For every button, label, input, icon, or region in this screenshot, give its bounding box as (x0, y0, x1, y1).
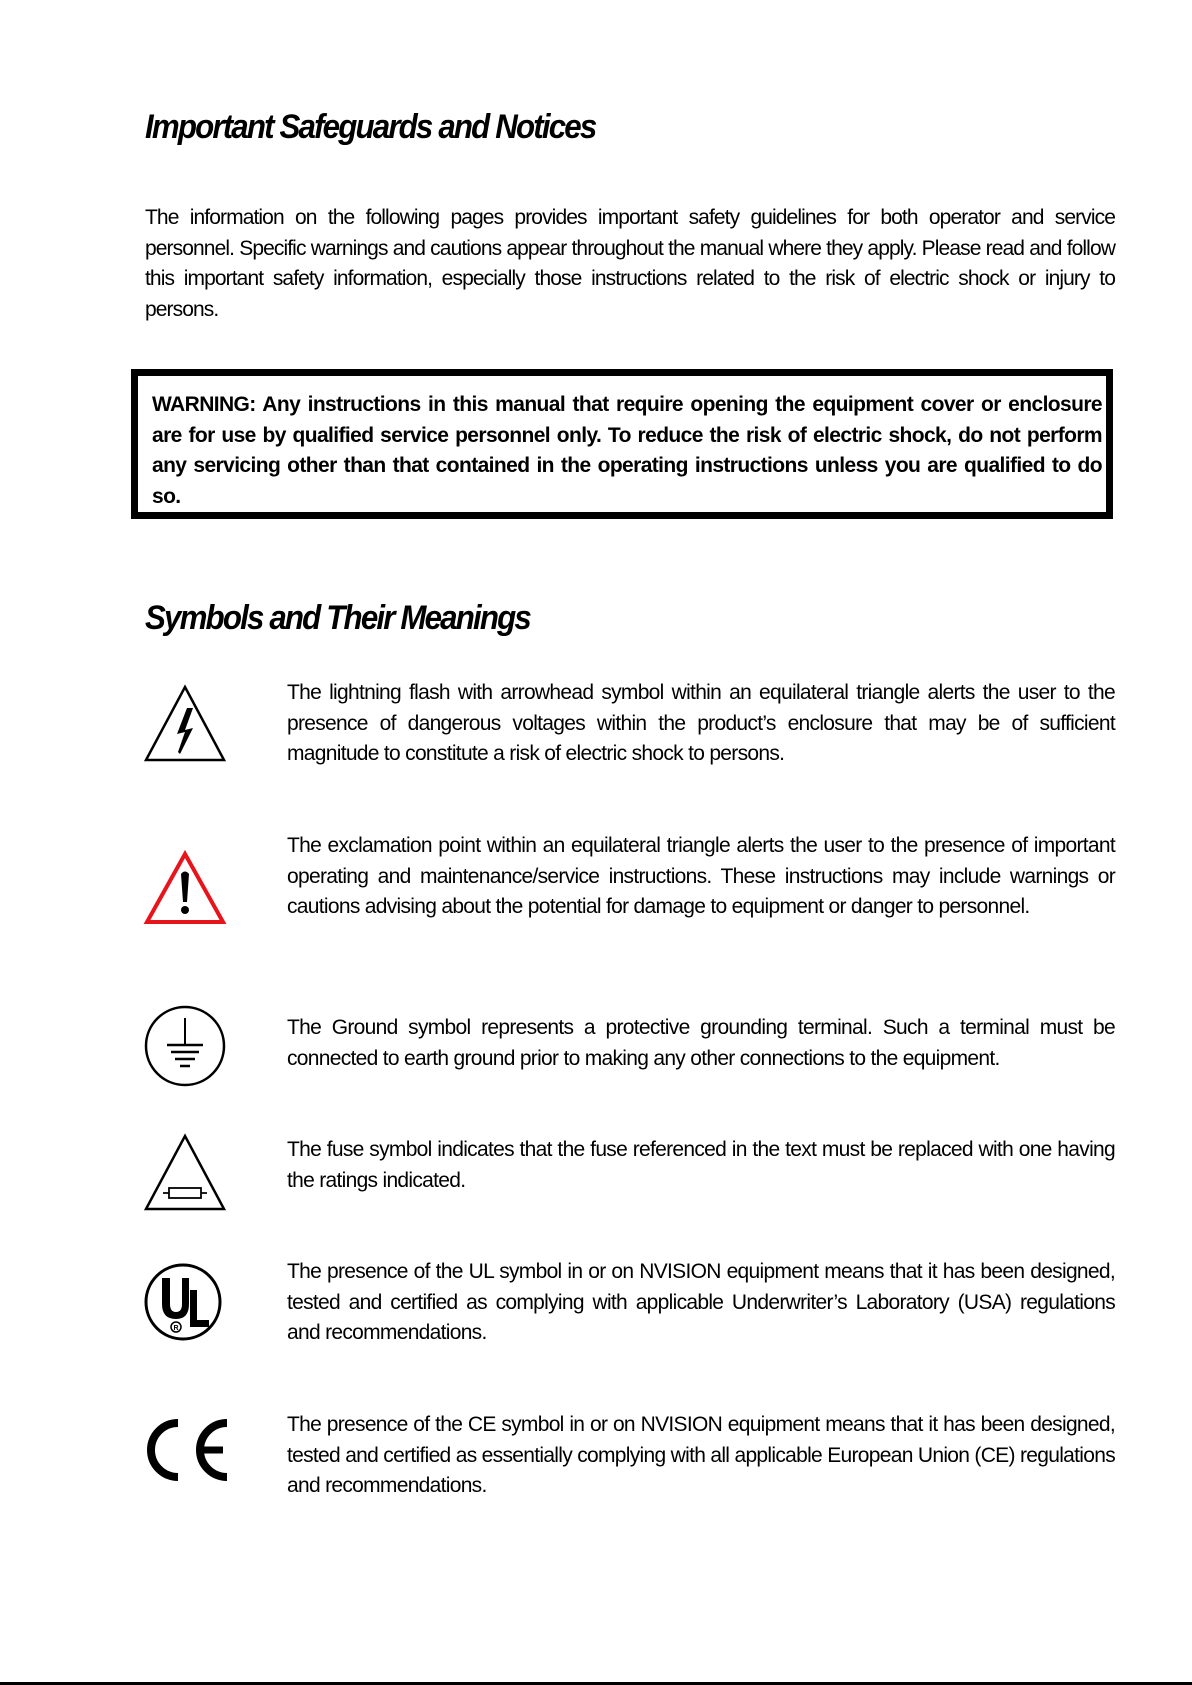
svg-text:R: R (173, 1325, 179, 1332)
page-title: Important Safeguards and Notices (145, 108, 596, 146)
symbol-description: The presence of the CE symbol in or on NVISION equipment means that it has been designed, tested and certified as essentially complying with all applicable European Union (CE) regulations and recommendations. (287, 1413, 1115, 1497)
symbol-description: The Ground symbol represents a protective grounding terminal. Such a terminal must be connected to earth ground prior to making any other connections to the equipment. (287, 1016, 1115, 1070)
lightning-triangle-icon (143, 684, 227, 769)
symbol-description: The lightning flash with arrowhead symbol within an equilateral triangle alerts the user to the presence of dangerous voltages within the product’s enclosure that may be of sufficient magnitude to constitute a risk of electric shock to persons. (287, 681, 1115, 765)
symbols-section-title: Symbols and Their Meanings (145, 599, 530, 637)
symbol-description: The fuse symbol indicates that the fuse referenced in the text must be replaced with one having the ratings indicated. (287, 1138, 1115, 1192)
exclamation-triangle-icon (143, 850, 227, 931)
fuse-triangle-icon (143, 1133, 227, 1218)
ul-mark-icon (143, 1262, 223, 1347)
symbol-description: The exclamation point within an equilateral triangle alerts the user to the presence of important operating and maintenance/service instructions. These instructions may include warnings or cautions advising about the potential for damage to equipment or danger to personnel. (287, 834, 1115, 918)
symbol-description: The presence of the UL symbol in or on NVISION equipment means that it has been designed, tested and certified as complying with applicable Underwriter’s Laboratory (USA) regulations and recommendations. (287, 1260, 1115, 1344)
intro-paragraph: The information on the following pages provides important safety guidelines for both operator and service personnel. Specific warnings and cautions appear throughout the manual where they apply. Please read and follow this important safety information, especially those instructions related to the risk of electric shock or injury to persons. (145, 206, 1115, 321)
ground-icon (143, 1004, 227, 1093)
warning-text: WARNING: Any instructions in this manual that require opening the equipment cover or enclosure are for use by qualified service personnel only. To reduce the risk of electric shock, do not perform any servicing other than that contained in the operating instructions unless you are qualified to do so. (152, 393, 1102, 508)
warning-box (131, 369, 1113, 519)
ce-mark-icon (143, 1417, 233, 1488)
